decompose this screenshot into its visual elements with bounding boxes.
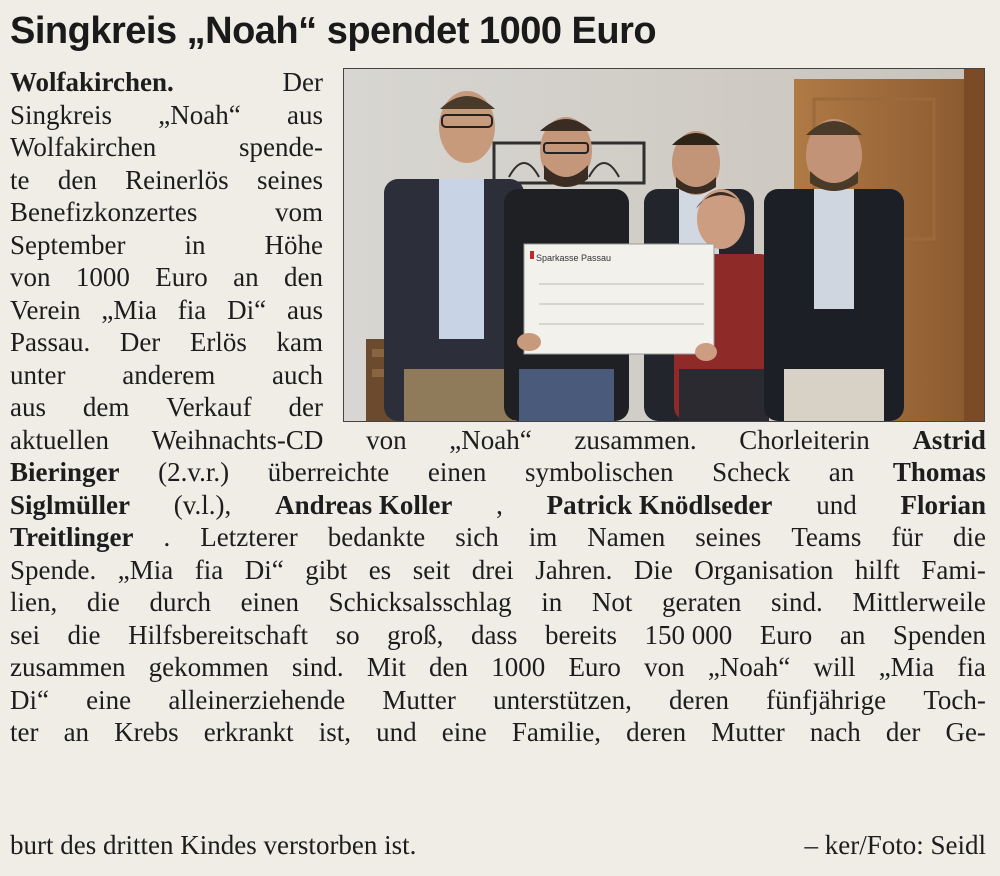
- word: Spenden: [892, 619, 986, 650]
- word: fia: [957, 652, 986, 682]
- word: Der: [119, 327, 161, 357]
- word: im: [528, 522, 558, 552]
- headline: Singkreis „Noah“ spendet 1000 Euro: [10, 10, 657, 52]
- word: an: [839, 619, 866, 650]
- word: „Noah“: [707, 652, 791, 682]
- text-line: [10, 521, 986, 554]
- word: sind.: [771, 587, 823, 617]
- word: die: [952, 522, 986, 552]
- word: Schicksalsschlag: [328, 587, 512, 617]
- word: gekommen: [148, 652, 269, 682]
- word: geraten: [661, 587, 742, 617]
- word: drei: [471, 554, 514, 585]
- text-line: [10, 99, 323, 132]
- word: Mutter: [382, 684, 456, 715]
- word: den: [283, 262, 323, 292]
- word: Ge-: [945, 717, 986, 747]
- word: gibt: [305, 554, 348, 585]
- word: auch: [272, 359, 323, 390]
- word: Weihnachts-CD: [151, 424, 324, 455]
- word: fia: [177, 294, 207, 325]
- bold-word: Thomas: [892, 457, 986, 487]
- word: anderem: [122, 359, 216, 390]
- text-line: [10, 651, 986, 684]
- word: Verein: [10, 294, 81, 325]
- text-line: [10, 326, 323, 359]
- text-line: [10, 716, 986, 749]
- word: Toch-: [923, 684, 986, 715]
- word: Höhe: [264, 229, 323, 260]
- word: Organisation: [694, 554, 834, 585]
- word: an: [233, 262, 259, 292]
- word: Hilfsbereitschaft: [128, 619, 309, 650]
- word: Passau.: [10, 327, 91, 357]
- word: Teams: [791, 522, 862, 552]
- word: für: [891, 522, 923, 552]
- text-line: [10, 554, 986, 587]
- word: es: [368, 554, 392, 585]
- word: „Mia: [878, 652, 935, 682]
- word: sich: [455, 522, 499, 552]
- text-line: [10, 424, 986, 457]
- word: „Noah“: [158, 99, 241, 130]
- word: fünfjährige: [766, 684, 887, 715]
- word: te: [10, 164, 30, 195]
- word: die: [67, 619, 101, 650]
- bold-word: Florian: [900, 489, 986, 520]
- word: Scheck: [712, 457, 791, 487]
- word: 150 000: [644, 619, 733, 650]
- word: Spende.: [10, 554, 97, 585]
- word: durch: [149, 587, 211, 617]
- word: Der: [282, 67, 323, 97]
- word: (v.l.),: [173, 489, 232, 520]
- word: Mittlerweile: [852, 587, 986, 617]
- text-line: [10, 586, 986, 619]
- word: aus: [10, 392, 46, 422]
- word: von: [366, 424, 407, 455]
- word: eine: [441, 717, 487, 747]
- bold-word: Treitlinger: [10, 522, 134, 552]
- bold-word: Wolfakirchen.: [10, 67, 174, 97]
- word: von: [644, 652, 685, 682]
- last-line-text: burt des dritten Kindes verstorben ist.: [10, 829, 417, 860]
- word: ,: [496, 489, 503, 520]
- word: Di“: [244, 554, 284, 585]
- word: den: [57, 164, 97, 195]
- article-photo: [343, 68, 985, 422]
- word: von: [10, 262, 51, 292]
- word: Not: [591, 587, 633, 617]
- word: spende-: [239, 132, 323, 162]
- word: Jahren.: [535, 554, 613, 585]
- word: vom: [274, 197, 323, 227]
- word: die: [86, 587, 120, 617]
- word: bedankte: [327, 522, 426, 552]
- bold-word: Andreas Koller: [275, 489, 453, 520]
- word: „Mia: [101, 294, 157, 325]
- word: Reinerlös: [125, 164, 229, 195]
- word: zusammen.: [574, 424, 697, 455]
- text-line: [10, 359, 323, 392]
- word: will: [813, 652, 856, 682]
- word: aus: [287, 99, 323, 130]
- word: unterstützen,: [493, 684, 632, 715]
- text-line: [10, 131, 323, 164]
- article-last-line: [10, 829, 986, 862]
- word: sind.: [291, 652, 344, 682]
- word: Die: [633, 554, 673, 585]
- word: 1000: [491, 652, 546, 682]
- text-line: [10, 164, 323, 197]
- word: und: [816, 489, 857, 520]
- word: Singkreis: [10, 99, 113, 130]
- cheque-label: Sparkasse Passau: [536, 253, 612, 263]
- word: dass: [470, 619, 518, 650]
- word: zusammen: [10, 652, 126, 682]
- word: erkrankt: [203, 717, 294, 747]
- text-line: [10, 391, 323, 424]
- word: alleinerziehende: [168, 684, 346, 715]
- word: aus: [286, 294, 323, 325]
- word: unter: [10, 359, 66, 390]
- word: nach: [809, 717, 861, 747]
- word: in: [541, 587, 563, 617]
- word: Letzterer: [200, 522, 298, 552]
- word: seines: [695, 522, 762, 552]
- word: Di“: [227, 294, 267, 325]
- word: Fami-: [921, 554, 986, 585]
- word: so: [335, 619, 360, 650]
- text-line: [10, 684, 986, 717]
- word: „Mia: [117, 554, 174, 585]
- word: ist,: [318, 717, 352, 747]
- word: einen: [427, 457, 487, 487]
- word: deren: [669, 684, 729, 715]
- word: Verkauf: [166, 392, 252, 422]
- word: seines: [257, 164, 323, 195]
- word: symbolischen: [524, 457, 674, 487]
- word: Mutter: [711, 717, 785, 747]
- word: Mit: [366, 652, 406, 682]
- bold-word: Siglmüller: [10, 489, 130, 520]
- word: der: [288, 392, 323, 422]
- word: Benefizkonzertes: [10, 197, 198, 227]
- bold-word: Patrick Knödlseder: [546, 489, 773, 520]
- text-line: [10, 66, 323, 99]
- word: hilft: [854, 554, 900, 585]
- word: kam: [276, 327, 323, 357]
- word: lien,: [10, 587, 58, 617]
- word: eine: [86, 684, 132, 715]
- word: September: [10, 229, 126, 260]
- word: fia: [194, 554, 224, 585]
- text-line: [10, 489, 986, 522]
- word: Namen: [587, 522, 666, 552]
- text-line: [10, 619, 986, 652]
- bold-word: Astrid: [912, 424, 986, 455]
- word: an: [63, 717, 90, 747]
- word: groß,: [387, 619, 444, 650]
- word: „Noah“: [449, 424, 532, 455]
- text-line: [10, 456, 986, 489]
- word: bereits: [544, 619, 617, 650]
- text-line: [10, 261, 323, 294]
- word: Euro: [759, 619, 813, 650]
- word: dem: [82, 392, 130, 422]
- word: einen: [240, 587, 300, 617]
- word: Krebs: [114, 717, 179, 747]
- word: an: [828, 457, 855, 487]
- word: seit: [412, 554, 451, 585]
- text-line: [10, 196, 323, 229]
- word: überreichte: [267, 457, 390, 487]
- word: 1000: [75, 262, 130, 292]
- word: Chorleiterin: [739, 424, 870, 455]
- text-line: [10, 229, 323, 262]
- text-line: [10, 294, 323, 327]
- word: Di“: [10, 684, 49, 715]
- word: Wolfakirchen: [10, 132, 157, 162]
- word: der: [885, 717, 921, 747]
- word: .: [163, 522, 171, 552]
- word: in: [184, 229, 206, 260]
- word: (2.v.r.): [158, 457, 230, 487]
- bold-word: Bieringer: [10, 457, 120, 487]
- word: ter: [10, 717, 39, 747]
- word: Erlös: [189, 327, 247, 357]
- word: Euro: [568, 652, 621, 682]
- word: den: [429, 652, 469, 682]
- word: und: [376, 717, 417, 747]
- word: Euro: [155, 262, 208, 292]
- word: sei: [10, 619, 40, 650]
- article-body: [10, 424, 986, 749]
- intro-column: [10, 66, 323, 424]
- cheque: [524, 244, 714, 354]
- word: Familie,: [511, 717, 602, 747]
- word: deren: [626, 717, 687, 747]
- photo-credit: – ker/Foto: Seidl: [804, 829, 986, 860]
- word: aktuellen: [10, 424, 109, 455]
